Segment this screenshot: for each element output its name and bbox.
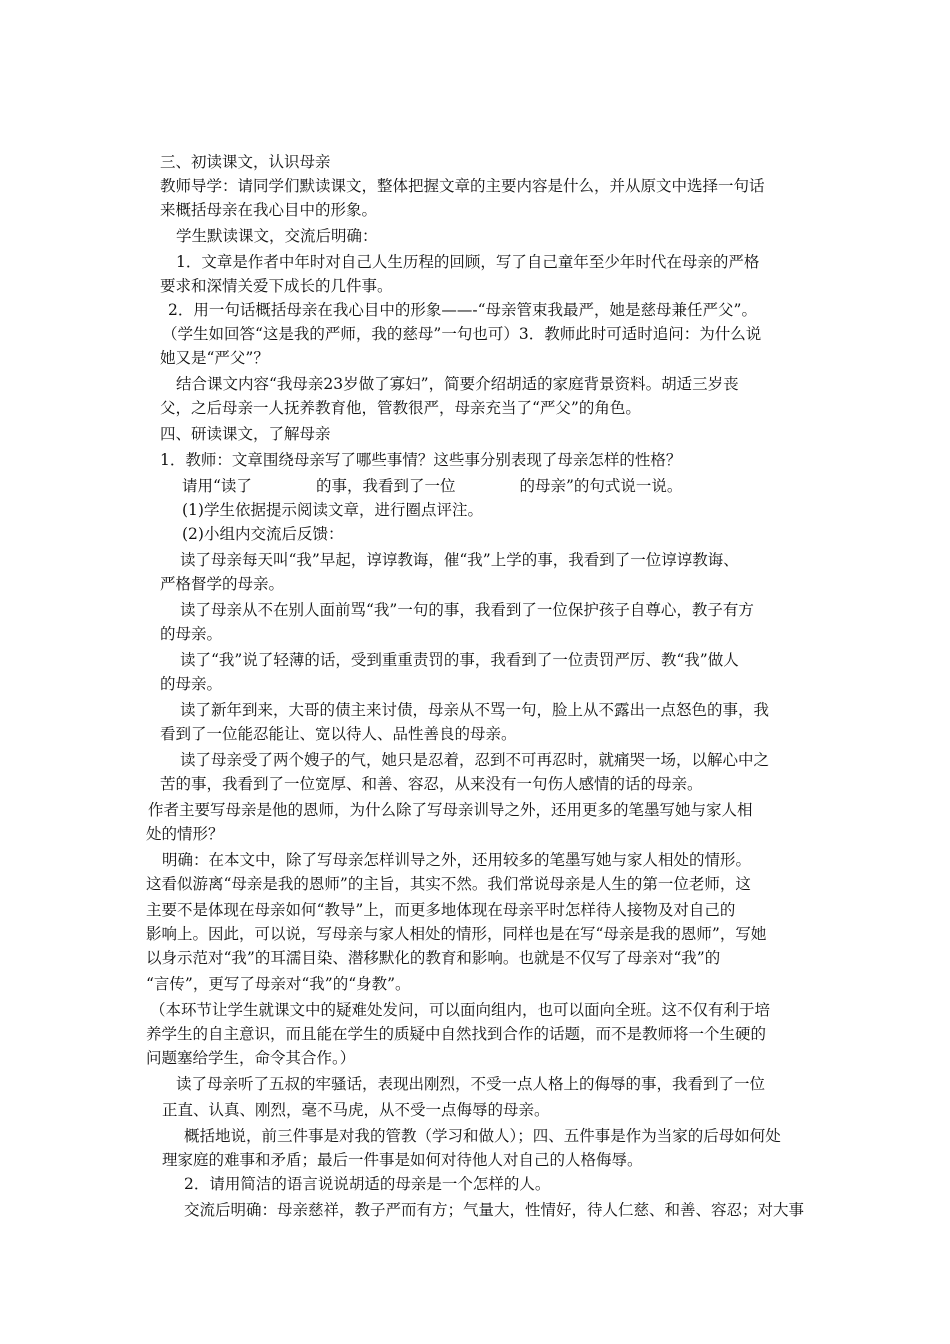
pattern-part-a: 请用“读了 bbox=[182, 477, 252, 495]
paragraph-line: 严格督学的母亲。 bbox=[160, 575, 285, 593]
paragraph-line: 读了新年到来，大哥的债主来讨债，母亲从不骂一句，脸上从不露出一点怒色的事，我 bbox=[180, 701, 770, 719]
paragraph-line: 读了母亲从不在别人面前骂“我”一句的事，我看到了一位保护孩子自尊心，教子有方 bbox=[180, 601, 754, 619]
paragraph-line: 概括地说，前三件事是对我的管教（学习和做人）；四、五件事是作为当家的后母如何处 bbox=[184, 1127, 781, 1145]
paragraph-line: 来概括母亲在我心目中的形象。 bbox=[160, 201, 378, 219]
section-heading-3: 三、初读课文，认识母亲 bbox=[160, 153, 331, 171]
paragraph-line: 父，之后母亲一人抚养教育他，管教很严，母亲充当了“严父”的角色。 bbox=[160, 399, 641, 417]
paragraph-line: 读了母亲每天叫“我”早起，谆谆教诲，催“我”上学的事，我看到了一位谆谆教诲、 bbox=[180, 551, 739, 569]
paragraph-line: 1．文章是作者中年时对自己人生历程的回顾，写了自己童年至少年时代在母亲的严格 bbox=[176, 253, 760, 271]
paragraph-line: 2．请用简洁的语言说说胡适的母亲是一个怎样的人。 bbox=[184, 1175, 551, 1193]
paragraph-line: 的母亲。 bbox=[160, 625, 223, 643]
paragraph-line: 读了“我”说了轻薄的话，受到重重责罚的事，我看到了一位责罚严厉、教“我”做人 bbox=[180, 651, 739, 669]
paragraph-line: 读了母亲听了五叔的牢骚话，表现出刚烈，不受一点人格上的侮辱的事，我看到了一位 bbox=[176, 1075, 766, 1093]
paragraph-line: (1)学生依据提示阅读文章，进行圈点评注。 bbox=[182, 501, 483, 519]
paragraph-line: 养学生的自主意识，而且能在学生的质疑中自然找到合作的话题，而不是教师将一个生硬的 bbox=[146, 1025, 767, 1043]
paragraph-line: 2．用一句话概括母亲在我心目中的形象——-“母亲管束我最严，她是慈母兼任严父”。 bbox=[168, 301, 757, 319]
paragraph-line: 的母亲。 bbox=[160, 675, 223, 693]
paragraph-line: 结合课文内容“我母亲23岁做了寡妇”，简要介绍胡适的家庭背景资料。胡适三岁丧 bbox=[176, 375, 739, 393]
paragraph-line: 明确：在本文中，除了写母亲怎样训导之外，还用较多的笔墨写她与家人相处的情形。 bbox=[162, 851, 752, 869]
paragraph-line: 正直、认真、刚烈，毫不马虎，从不受一点侮辱的母亲。 bbox=[162, 1101, 550, 1119]
paragraph-line: 处的情形？ bbox=[146, 825, 224, 843]
paragraph-line: （学生如回答“这是我的严师，我的慈母”一句也可）3．教师此时可适时追问：为什么说 bbox=[162, 325, 762, 343]
section-heading-4: 四、研读课文，了解母亲 bbox=[160, 425, 331, 443]
paragraph-line: 主要不是体现在母亲如何“教导”上，而更多地体现在母亲平时怎样待人接物及对自己的 bbox=[146, 901, 736, 919]
sentence-pattern-line bbox=[182, 474, 682, 498]
paragraph-line: 交流后明确：母亲慈祥，教子严而有方；气量大，性情好，待人仁慈、和善、容忍；对大事 bbox=[184, 1201, 805, 1219]
paragraph-line: 影响上。因此，可以说，写母亲与家人相处的情形，同样也是在写“母亲是我的恩师”，写她 bbox=[146, 925, 767, 943]
paragraph-line: 教师导学：请同学们默读课文，整体把握文章的主要内容是什么，并从原文中选择一句话 bbox=[160, 177, 765, 195]
paragraph-line: 这看似游离“母亲是我的恩师”的主旨，其实不然。我们常说母亲是人生的第一位老师，这 bbox=[146, 875, 751, 893]
paragraph-line: (2)小组内交流后反馈： bbox=[182, 525, 344, 543]
paragraph-line: “言传”，更写了母亲对“我”的“身教”。 bbox=[146, 975, 411, 993]
paragraph-line: 作者主要写母亲是他的恩师，为什么除了写母亲训导之外，还用更多的笔墨写她与家人相 bbox=[148, 801, 753, 819]
paragraph-line: 要求和深情关爱下成长的几件事。 bbox=[160, 277, 393, 295]
paragraph-line: 以身示范对“我”的耳濡目染、潜移默化的教育和影响。也就是不仅写了母亲对“我”的 bbox=[146, 949, 721, 967]
pattern-part-b: 的事，我看到了一位 bbox=[315, 477, 456, 495]
paragraph-line: 读了母亲受了两个嫂子的气，她只是忍着，忍到不可再忍时，就痛哭一场，以解心中之 bbox=[180, 751, 770, 769]
paragraph-line: 苦的事，我看到了一位宽厚、和善、容忍，从来没有一句伤人感情的话的母亲。 bbox=[160, 775, 703, 793]
paragraph-line: 问题塞给学生，命令其合作。） bbox=[146, 1049, 356, 1067]
paragraph-line: 她又是“严父”？ bbox=[160, 349, 269, 367]
paragraph-line: 学生默读课文，交流后明确： bbox=[176, 227, 378, 245]
paragraph-line: （本环节让学生就课文中的疑难处发问，可以面向组内，也可以面向全班。这不仅有利于培 bbox=[150, 1001, 771, 1019]
paragraph-line: 理家庭的难事和矛盾；最后一件事是如何对待他人对自己的人格侮辱。 bbox=[162, 1151, 643, 1169]
paragraph-line: 1．教师：文章围绕母亲写了哪些事情？这些事分别表现了母亲怎样的性格？ bbox=[160, 451, 682, 469]
pattern-part-c: 的母亲”的句式说一说。 bbox=[519, 477, 683, 495]
paragraph-line: 看到了一位能忍能让、宽以待人、品性善良的母亲。 bbox=[160, 725, 517, 743]
